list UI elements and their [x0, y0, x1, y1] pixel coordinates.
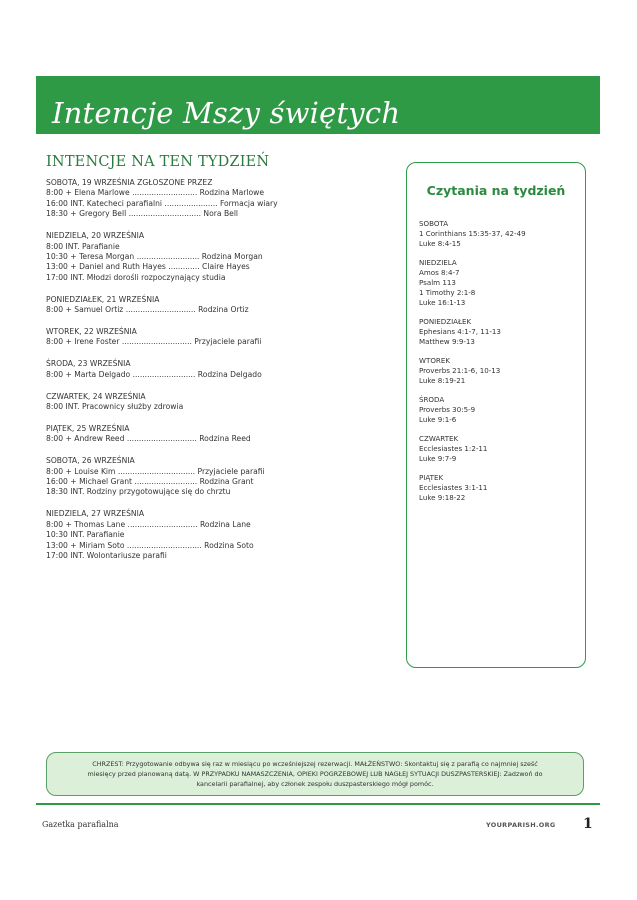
reading-day: [419, 434, 526, 464]
reading-day: [419, 317, 526, 347]
footer-divider: [36, 803, 600, 805]
reading-day-label: PIĄTEK: [419, 473, 444, 482]
intentions-section: [46, 154, 386, 573]
intention-day: [46, 456, 386, 498]
reading-reference: Proverbs 30:5-9: [419, 405, 476, 414]
reading-reference: Proverbs 21:1-6, 10-13: [419, 366, 501, 375]
intention-entry: 18:30 + Gregory Bell .............................. Nora Bell: [46, 209, 239, 219]
header-banner: [36, 76, 600, 134]
reading-reference: Matthew 9:9-13: [419, 337, 475, 346]
intention-entry: 8:00 INT. Pracownicy służby zdrowia: [46, 402, 184, 411]
intention-entry: 8:00 + Marta Delgado .......................... Rodzina Delgado: [46, 369, 262, 379]
intention-entry: 8:00 + Elena Marlowe ........................... Rodzina Marlowe: [46, 188, 265, 198]
notice-text: CHRZEST: Przygotowanie odbywa się raz w miesiącu po wcześniejszej rezerwacji. MAŁŻEŃSTWO: Skontaktuj się z parafią co najmniej sześć miesięcy przed planowaną datą. W PRZYPADKU NAMASZCZENIA, OPIEKI POGRZEBOWEJ LUB NAGŁEJ SYTUACJI DUSZPASTERSKIEJ: Zadzwoń do kancelarii parafialnej, aby członek zespołu duszpasterskiego mógł pomóc.: [87, 760, 543, 788]
reading-day: [419, 258, 526, 308]
footer-publication-name: Gazetka parafialna: [42, 820, 119, 829]
reading-day-label: NIEDZIELA: [419, 258, 457, 267]
intention-day: [46, 327, 386, 348]
intentions-title: INTENCJE NA TEN TYDZIEŃ: [46, 154, 270, 170]
intention-day-heading: SOBOTA, 26 WRZEŚNIA: [46, 456, 135, 466]
intention-day: [46, 295, 386, 316]
reading-day-label: CZWARTEK: [419, 434, 459, 443]
intention-entry: 13:00 + Miriam Soto ............................... Rodzina Soto: [46, 540, 254, 550]
reading-reference: Ecclesiastes 1:2-11: [419, 444, 488, 453]
intention-day-heading: PIĄTEK, 25 WRZEŚNIA: [46, 423, 130, 433]
intention-entry: 16:00 + Michael Grant .......................... Rodzina Grant: [46, 477, 254, 487]
intention-day-heading: PONIEDZIAŁEK, 21 WRZEŚNIA: [46, 294, 160, 304]
reading-day-label: WTOREK: [419, 356, 450, 365]
intention-entry: 10:30 + Teresa Morgan .......................... Rodzina Morgan: [46, 251, 263, 261]
reading-day: [419, 395, 526, 425]
reading-reference: Amos 8:4-7: [419, 268, 460, 277]
reading-reference: 1 Timothy 2:1-8: [419, 288, 476, 297]
intention-day: [46, 392, 386, 413]
intention-entry: 8:00 + Samuel Ortiz ............................. Rodzina Ortiz: [46, 305, 249, 315]
intention-day-heading: SOBOTA, 19 WRZEŚNIA ZGŁOSZONE PRZEZ: [46, 178, 213, 187]
intention-entry: 10:30 INT. Parafianie: [46, 530, 125, 540]
intention-day-heading: ŚRODA, 23 WRZEŚNIA: [46, 359, 131, 369]
intention-entry: 16:00 INT. Katecheci parafialni ...................... Formacja wiary: [46, 198, 278, 208]
reading-day: [419, 473, 526, 503]
reading-reference: Luke 9:7-9: [419, 454, 457, 463]
sacraments-notice: [46, 752, 584, 796]
reading-reference: Psalm 113: [419, 278, 456, 287]
intention-entry: 8:00 + Andrew Reed ............................. Rodzina Reed: [46, 434, 251, 444]
page-number: 1: [583, 816, 593, 832]
intention-entry: 17:00 INT. Młodzi dorośli rozpoczynający studia: [46, 272, 226, 282]
intention-entry: 8:00 + Louise Kim ................................ Przyjaciele parafii: [46, 466, 265, 476]
reading-reference: 1 Corinthians 15:35-37, 42-49: [419, 229, 526, 238]
intentions-days: [46, 178, 386, 561]
intention-entry: 18:30 INT. Rodziny przygotowujące się do chrztu: [46, 487, 231, 497]
intention-day: [46, 359, 386, 380]
intention-day-heading: WTOREK, 22 WRZEŚNIA: [46, 326, 137, 336]
reading-day-label: SOBOTA: [419, 219, 449, 228]
page-title: Intencje Mszy świętych: [52, 96, 401, 130]
reading-reference: Luke 9:1-6: [419, 415, 457, 424]
reading-reference: Luke 8:4-15: [419, 239, 461, 248]
intention-day: [46, 424, 386, 445]
reading-reference: Luke 8:19-21: [419, 376, 466, 385]
reading-reference: Ephesians 4:1-7, 11-13: [419, 327, 501, 336]
reading-reference: Luke 16:1-13: [419, 298, 466, 307]
intention-entry: 13:00 + Daniel and Ruth Hayes ............. Claire Hayes: [46, 262, 250, 272]
intention-day-heading: CZWARTEK, 24 WRZEŚNIA: [46, 391, 146, 401]
reading-day-label: PONIEDZIAŁEK: [419, 317, 472, 326]
intention-day: [46, 178, 386, 220]
footer-website: YOURPARISH.ORG: [486, 821, 556, 829]
readings-box: [406, 162, 586, 668]
reading-day: [419, 356, 526, 386]
reading-reference: Ecclesiastes 3:1-11: [419, 483, 488, 492]
reading-day: [419, 219, 526, 249]
intention-entry: 8:00 + Thomas Lane ............................. Rodzina Lane: [46, 519, 251, 529]
intention-day: [46, 231, 386, 283]
intention-entry: 8:00 + Irene Foster ............................. Przyjaciele parafii: [46, 337, 262, 347]
readings-title: Czytania na tydzień: [426, 183, 566, 198]
intention-entry: 8:00 INT. Parafianie: [46, 241, 120, 251]
reading-day-label: ŚRODA: [419, 395, 445, 404]
intention-day-heading: NIEDZIELA, 20 WRZEŚNIA: [46, 231, 145, 241]
readings-list: [419, 219, 526, 512]
intention-entry: 17:00 INT. Wolontariusze parafii: [46, 550, 167, 560]
intention-day-heading: NIEDZIELA, 27 WRZEŚNIA: [46, 509, 145, 519]
reading-reference: Luke 9:18-22: [419, 493, 466, 502]
intention-day: [46, 509, 386, 561]
